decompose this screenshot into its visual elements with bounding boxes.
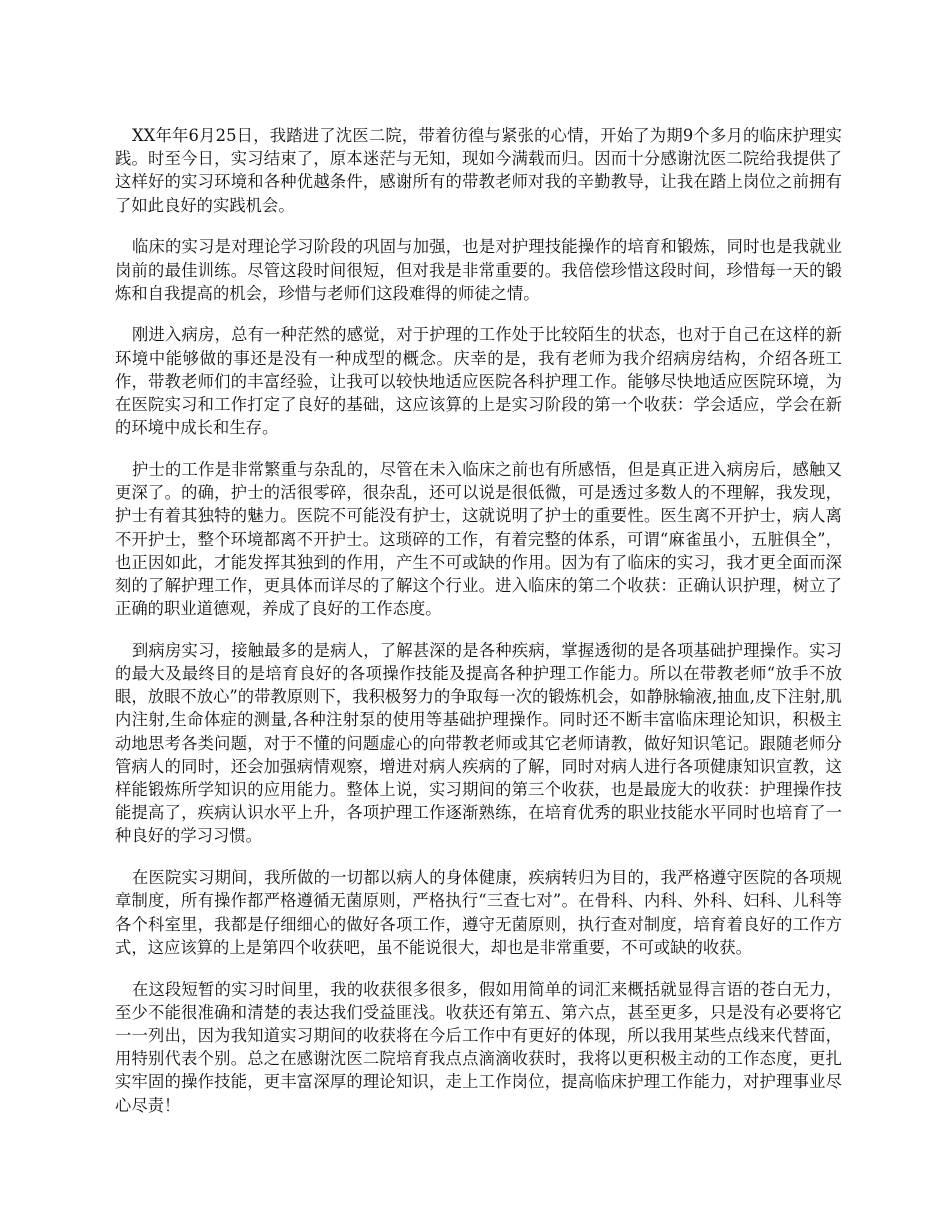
- paragraph-6: 在医院实习期间，我所做的一切都以病人的身体健康，疾病转归为目的，我严格遵守医院的各项规章制度，所有操作都严格遵循无菌原则，严格执行“三查七对”。在骨科、内科、外科、妇科、儿科等各个科室里，我都是仔细细心的做好各项工作，遵守无菌原则，执行查对制度，培育着良好的工作方式，这应该算的上是第四个收获吧，虽不能说很大，却也是非常重要，不可或缺的收获。: [115, 868, 842, 957]
- paragraph-3: 刚进入病房，总有一种茫然的感觉，对于护理的工作处于比较陌生的状态，也对于自己在这样的新环境中能够做的事还是没有一种成型的概念。庆幸的是，我有老师为我介绍病房结构，介绍各班工作，带教老师们的丰富经验，让我可以较快地适应医院各科护理工作。能够尽快地适应医院环境，为在医院实习和工作打定了良好的基础，这应该算的上是实习阶段的第一个收获：学会适应，学会在新的环境中成长和生存。: [115, 325, 842, 438]
- paragraph-5: 到病房实习，接触最多的是病人，了解甚深的是各种疾病，掌握透彻的是各项基础护理操作。实习的最大及最终目的是培育良好的各项操作技能及提高各种护理工作能力。所以在带教老师“放手不放眼，放眼不放心”的带教原则下，我积极努力的争取每一次的锻炼机会，如静脉输液,抽血,皮下注射,肌内注射,生命体症的测量,各种注射泵的使用等基础护理操作。同时还不断丰富临床理论知识，积极主动地思考各类问题，对于不懂的问题虚心的向带教老师或其它老师请教，做好知识笔记。跟随老师分管病人的同时，还会加强病情观察，增进对病人疾病的了解，同时对病人进行各项健康知识宣教，这样能锻炼所学知识的应用能力。整体上说，实习期间的第三个收获，也是最庞大的收获：护理操作技能提高了，疾病认识水平上升，各项护理工作逐渐熟练，在培育优秀的职业技能水平同时也培育了一种良好的学习习惯。: [115, 640, 842, 846]
- paragraph-2: 临床的实习是对理论学习阶段的巩固与加强，也是对护理技能操作的培育和锻炼，同时也是我就业岗前的最佳训练。尽管这段时间很短，但对我是非常重要的。我倍偿珍惜这段时间，珍惜每一天的锻炼和自我提高的机会，珍惜与老师们这段难得的师徒之情。: [115, 237, 842, 303]
- paragraph-7: 在这段短暂的实习时间里，我的收获很多很多，假如用简单的词汇来概括就显得言语的苍白无力，至少不能很准确和清楚的表达我们受益匪浅。收获还有第五、第六点，甚至更多，只是没有必要将它一一列出，因为我知道实习期间的收获将在今后工作中有更好的体现，所以我用某些点线来代替面，用特别代表个别。总之在感谢沈医二院培育我点点滴滴收获时，我将以更积极主动的工作态度，更扎实牢固的操作技能，更丰富深厚的理论知识，走上工作岗位，提高临床护理工作能力，对护理事业尽心尽责！: [115, 979, 842, 1115]
- document-body: [115, 124, 842, 1135]
- paragraph-1: XX年年6月25日，我踏进了沈医二院，带着彷徨与紧张的心情，开始了为期9个多月的临床护理实践。时至今日，实习结束了，原本迷茫与无知，现如今满载而归。因而十分感谢沈医二院给我提供了这样好的实习环境和各种优越条件，感谢所有的带教老师对我的辛勤教导，让我在踏上岗位之前拥有了如此良好的实践机会。: [115, 126, 842, 215]
- paragraph-4: 护士的工作是非常繁重与杂乱的，尽管在未入临床之前也有所感悟，但是真正进入病房后，感触又更深了。的确，护士的活很零碎，很杂乱，还可以说是很低微，可是透过多数人的不理解，我发现，护士有着其独特的魅力。医院不可能没有护士，这就说明了护士的重要性。医生离不开护士，病人离不开护士，整个环境都离不开护士。这琐碎的工作，有着完整的体系，可谓“麻雀虽小，五脏俱全”，也正因如此，才能发挥其独到的作用，产生不可或缺的作用。因为有了临床的实习，我才更全面而深刻的了解护理工作，更具体而详尽的了解这个行业。进入临床的第二个收获：正确认识护理，树立了正确的职业道德观，养成了良好的工作态度。: [115, 459, 842, 619]
